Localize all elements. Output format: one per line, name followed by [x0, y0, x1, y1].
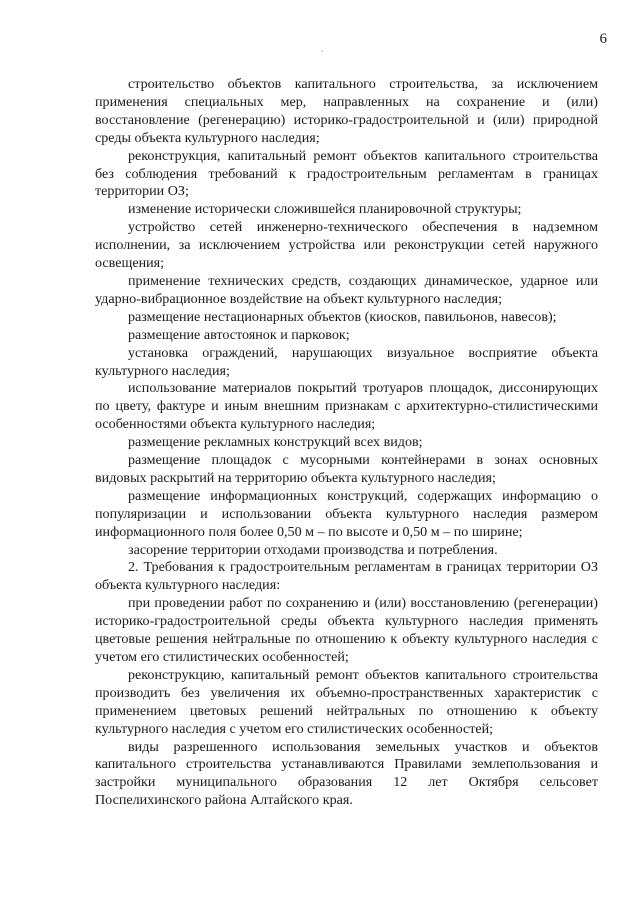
paragraph: применение технических средств, создающих динамическое, ударное или ударно-вибрационное воздействие на объект культурного наследия; [95, 272, 598, 307]
paragraph: изменение исторически сложившейся планировочной структуры; [128, 201, 522, 218]
paragraph: установка ограждений, нарушающих визуальное восприятие объекта культурного наследия; [95, 344, 598, 379]
paragraph: реконструкция, капитальный ремонт объектов капитального строительства без соблюдения требований к градостроительным регламентам в границах территории ОЗ; [95, 147, 598, 200]
paragraph: размещение информационных конструкций, содержащих информацию о популяризации и использовании объекта культурного наследия размером информационного поля более 0,50 м – по высоте и 0,50 м – по ширине; [95, 487, 598, 540]
paragraph: засорение территории отходами производства и потребления. [128, 541, 498, 558]
scan-speck [321, 50, 323, 52]
paragraph: реконструкцию, капитальный ремонт объектов капитального строительства производить без увеличения их объемно-пространственных характеристик с применением цветовых решений нейтральных по отношению к объекту культурного наследия с учетом его стилистических особенностей; [95, 666, 598, 737]
paragraph: при проведении работ по сохранению и (или) восстановлению (регенерации) историко-градостроительной среды объекта культурного наследия применять цветовые решения нейтральные по отношению к объекту культурного наследия с учетом его стилистических особенностей; [95, 595, 598, 665]
paragraph: размещение рекламных конструкций всех видов; [128, 434, 423, 451]
paragraph: виды разрешенного использования земельных участков и объектов капитального строительства устанавливаются Правилами землепользования и застройки муниципального образования 12 лет Октября сельсовет Поспелихинского района Алтайского края. [95, 738, 598, 809]
paragraph: размещение автостоянок и парковок; [128, 326, 350, 343]
paragraph: устройство сетей инженерно-технического обеспечения в надземном исполнении, за исключением устройства или реконструкции сетей наружного освещения; [95, 219, 598, 272]
section-heading-paragraph: 2. Требования к градостроительным регламентам в границах территории ОЗ объекта культурного наследия: [95, 559, 598, 594]
paragraph: строительство объектов капитального строительства, за исключением применения специальных мер, направленных на сохранение и (или) восстановление (регенерацию) историко-градостроительной и (или) природной среды объекта культурного наследия; [95, 76, 598, 146]
document-body [95, 76, 598, 810]
paragraph: размещение нестационарных объектов (киосков, павильонов, навесов); [128, 308, 557, 325]
paragraph: размещение площадок с мусорными контейнерами в зонах основных видовых раскрытий на территорию объекта культурного наследия; [95, 452, 598, 486]
paragraph: использование материалов покрытий тротуаров площадок, диссонирующих по цвету, фактуре и иным внешним признакам с архитектурно-стилистическими особенностями объекта культурного наследия; [95, 380, 598, 433]
page-number: 6 [599, 31, 607, 47]
